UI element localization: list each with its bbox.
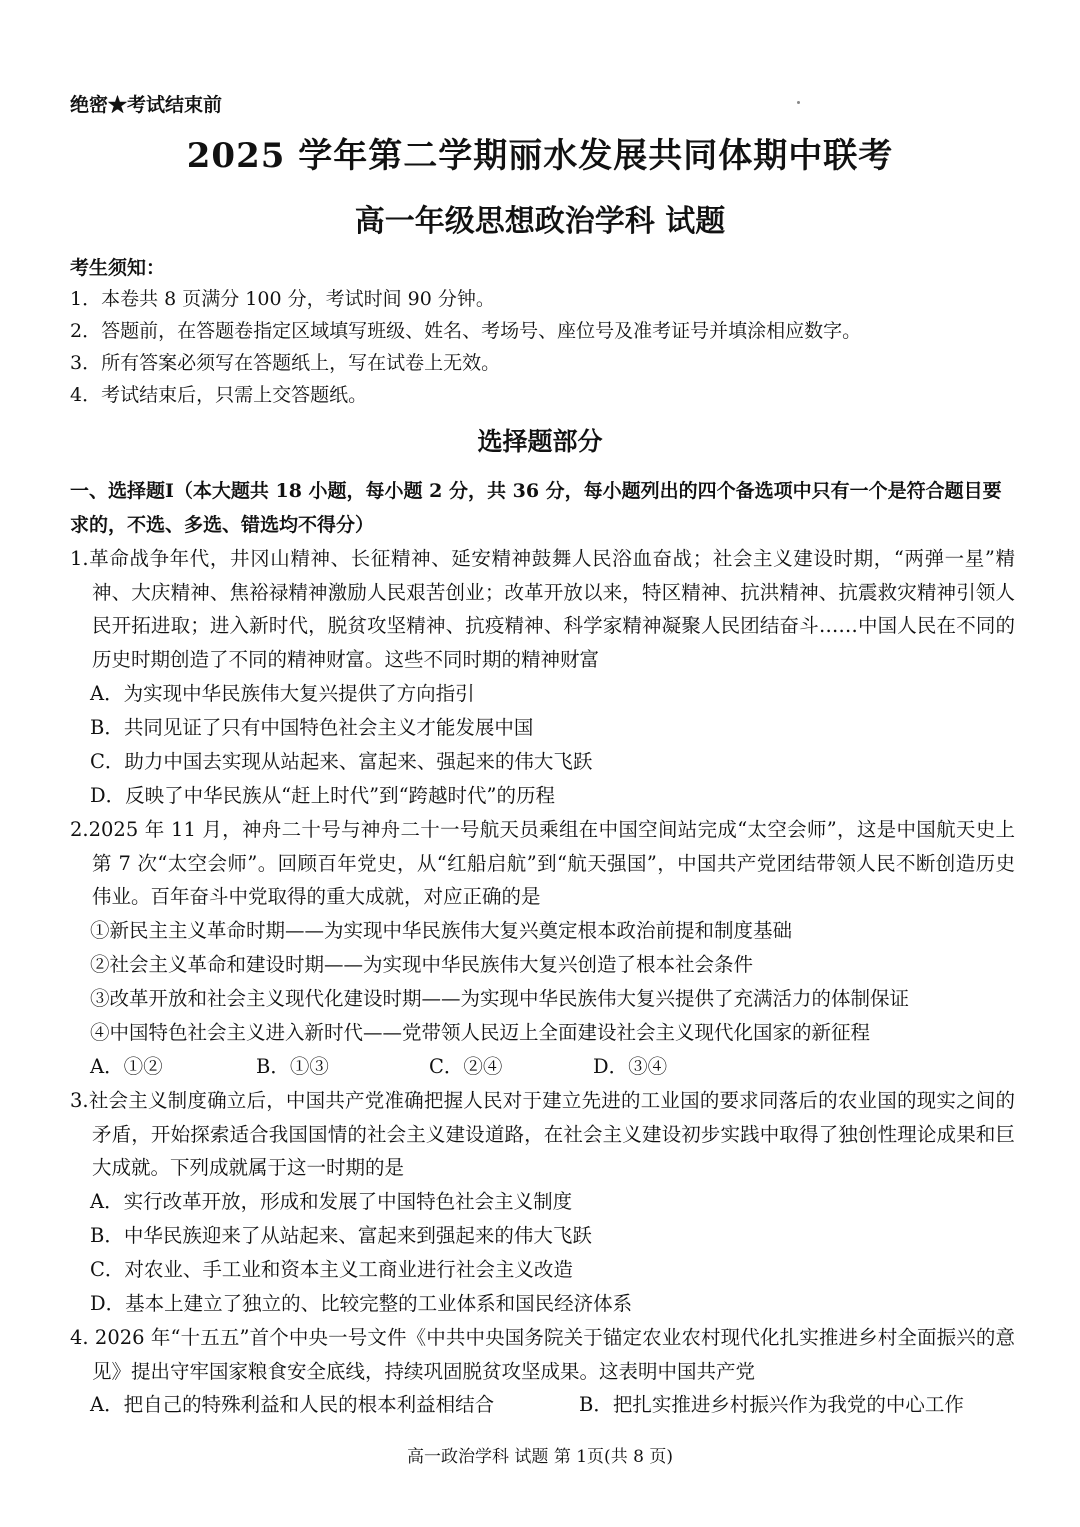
option-b: B．把扎实推进乡村振兴作为我党的中心工作: [579, 1393, 964, 1417]
section-title: 选择题部分: [477, 427, 603, 456]
question-1: [70, 542, 1015, 813]
question-stem: 4. 2026 年“十五五”首个中央一号文件《中共中央国务院关于锚定农业农村现代化扎实推进乡村全面振兴的意见》提出守牢国家粮食安全底线，持续巩固脱贫攻坚成果。这表明中国共产党: [70, 1326, 1015, 1383]
option-c: C．对农业、手工业和资本主义工商业进行社会主义改造: [90, 1258, 573, 1282]
statement-2: ②社会主义革命和建设时期——为实现中华民族伟大复兴创造了根本社会条件: [90, 952, 754, 976]
statement-4: ④中国特色社会主义进入新时代——党带领人民迈上全面建设社会主义现代化国家的新征程: [90, 1020, 871, 1044]
option-c: C．助力中国去实现从站起来、富起来、强起来的伟大飞跃: [90, 749, 593, 773]
option-c: C．②④: [429, 1054, 503, 1078]
notice-item: 1．本卷共 8 页满分 100 分，考试时间 90 分钟。: [70, 288, 495, 310]
notice-list: [70, 283, 861, 411]
notice-item: 3．所有答案必须写在答题纸上，写在试卷上无效。: [70, 352, 501, 374]
confidential-label: 绝密★考试结束前: [70, 94, 223, 116]
question-stem: 1.革命战争年代，井冈山精神、长征精神、延安精神鼓舞人民浴血奋战；社会主义建设时期，“两弹一星”精神、大庆精神、焦裕禄精神激励人民艰苦创业；改革开放以来，特区精神、抗洪精神、抗震救灾精神引领人民开拓进取；进入新时代，脱贫攻坚精神、抗疫精神、科学家精神凝聚人民团结奋斗……中国人民在不同的历史时期创造了不同的精神财富。这些不同时期的精神财富: [70, 547, 1015, 672]
option-a: A．把自己的特殊利益和人民的根本利益相结合: [90, 1393, 495, 1417]
question-4: [70, 1321, 1015, 1422]
question-list: [70, 542, 1015, 1422]
question-3: [70, 1084, 1015, 1321]
exam-subtitle: 高一年级思想政治学科 试题: [354, 204, 726, 239]
statement-3: ③改革开放和社会主义现代化建设时期——为实现中华民族伟大复兴提供了充满活力的体制保证: [90, 986, 910, 1010]
options-row: [70, 1050, 1015, 1084]
options-row: [70, 1388, 1015, 1422]
option-b: B．①③: [256, 1054, 329, 1078]
notice-item: 2．答题前，在答题卷指定区域填写班级、姓名、考场号、座位号及准考证号并填涂相应数字。: [70, 320, 862, 342]
option-b: B．共同见证了只有中国特色社会主义才能发展中国: [90, 715, 534, 739]
scan-speck: [797, 101, 800, 104]
option-d: D．基本上建立了独立的、比较完整的工业体系和国民经济体系: [90, 1292, 633, 1316]
question-stem: 3.社会主义制度确立后，中国共产党准确把握人民对于建立先进的工业国的要求同落后的农业国的现实之间的矛盾，开始探索适合我国国情的社会主义建设道路，在社会主义建设初步实践中取得了独创性理论成果和巨大成就。下列成就属于这一时期的是: [70, 1088, 1015, 1180]
exam-title: 2025 学年第二学期丽水发展共同体期中联考: [186, 136, 894, 176]
option-a: A．①②: [90, 1054, 163, 1078]
option-b: B．中华民族迎来了从站起来、富起来到强起来的伟大飞跃: [90, 1224, 592, 1248]
option-d: D．③④: [593, 1054, 668, 1078]
part-instructions: 一、选择题Ⅰ（本大题共 18 小题，每小题 2 分，共 36 分，每小题列出的四个备选项中只有一个是符合题目要求的，不选、多选、错选均不得分）: [70, 480, 1002, 536]
option-a: A．实行改革开放，形成和发展了中国特色社会主义制度: [90, 1190, 573, 1214]
notice-heading: 考生须知：: [70, 257, 166, 279]
statement-1: ①新民主主义革命时期——为实现中华民族伟大复兴奠定根本政治前提和制度基础: [90, 918, 793, 942]
page-footer: 高一政治学科 试题 第 1页(共 8 页): [407, 1447, 673, 1467]
notice-item: 4．考试结束后，只需上交答题纸。: [70, 384, 368, 406]
option-a: A．为实现中华民族伟大复兴提供了方向指引: [90, 681, 475, 705]
question-stem: 2.2025 年 11 月，神舟二十号与神舟二十一号航天员乘组在中国空间站完成“太空会师”，这是中国航天史上第 7 次“太空会师”。回顾百年党史，从“红船启航”到“航天强国”，中国共产党团结带领人民不断创造历史伟业。百年奋斗中党取得的重大成就，对应正确的是: [70, 817, 1015, 909]
option-d: D．反映了中华民族从“赶上时代”到“跨越时代”的历程: [90, 783, 556, 807]
question-2: [70, 813, 1015, 1084]
